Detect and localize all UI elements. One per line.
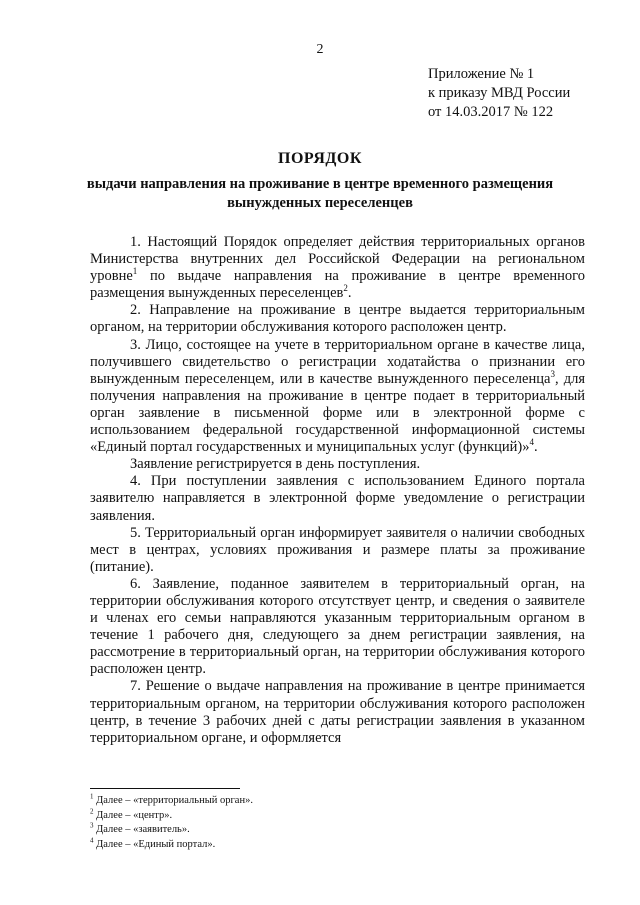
paragraph-4: 4. При поступлении заявления с использованием Единого портала заявителю направляется в электронной форме уведомление о регистрации заявления. (90, 473, 585, 524)
footnote-divider (90, 788, 240, 789)
footnotes (90, 794, 253, 852)
paragraph-3-registration: Заявление регистрируется в день поступления. (130, 456, 421, 473)
paragraph-3: 3. Лицо, состоящее на учете в территориальном органе в качестве лица, получившего свидетельство о регистрации ходатайства о признании его вынужденным переселенцем, или в качестве вынужденного переселенца$^3$, для получения направления на проживание в центре подает в территориальный орган заявление в письменной форме или в электронной форме с использованием федеральной государственной информационной системы «Единый портал государственных и муниципальных услуг (функций)»$^4$. (90, 336, 585, 456)
page-number: 2 (316, 42, 324, 57)
footnote-ref: 3 (550, 368, 555, 379)
appendix-line: Приложение № 1 (428, 66, 535, 82)
footnote: $^3$ Далее – «заявитель». (90, 821, 190, 835)
appendix-block (428, 65, 570, 122)
footnote: $^1$ Далее – «территориальный орган». (90, 792, 253, 806)
footnote: $^2$ Далее – «центр». (90, 807, 173, 821)
appendix-line: к приказу МВД России (428, 85, 571, 101)
appendix-line: от 14.03.2017 № 122 (428, 104, 554, 120)
footnote-ref: 2 (343, 283, 348, 294)
paragraph-1: 1. Настоящий Порядок определяет действия территориальных органов Министерства внутренних дел Российской Федерации на региональном уровне$^1$ по выдаче направления на проживание в центре временного размещения вынужденных переселенцев$^2$. (90, 234, 585, 302)
document-body (90, 234, 585, 747)
document-subtitle: выдачи направления на проживание в центре временного размещения вынужденных переселенцев (86, 176, 554, 211)
paragraph-2: 2. Направление на проживание в центре выдается территориальным органом, на территории обслуживания которого расположен центр. (90, 302, 585, 336)
footnote: $^4$ Далее – «Единый портал». (90, 836, 216, 850)
footnote-ref: 4 (529, 437, 535, 448)
paragraph-7: 7. Решение о выдаче направления на проживание в центре принимается территориальным органом, на территории обслуживания которого расположен центр, в течение 3 рабочих дней с даты регистрации заявления в указанном территориальном органе, и оформляется (90, 678, 585, 746)
footnote-ref: 1 (132, 266, 138, 277)
paragraph-5: 5. Территориальный орган информирует заявителя о наличии свободных мест в центрах, условиях проживания и размере платы за проживание (питание). (90, 524, 585, 575)
document-title: ПОРЯДОК (278, 150, 362, 167)
paragraph-6: 6. Заявление, поданное заявителем в территориальный орган, на территории обслуживания которого отсутствует центр, и сведения о заявителе и членах его семьи направляются указанным территориальным органом в течение 1 рабочего дня, следующего за днем регистрации заявления, на рассмотрение в территориальный орган, на территории обслуживания которого расположен центр. (90, 575, 585, 678)
